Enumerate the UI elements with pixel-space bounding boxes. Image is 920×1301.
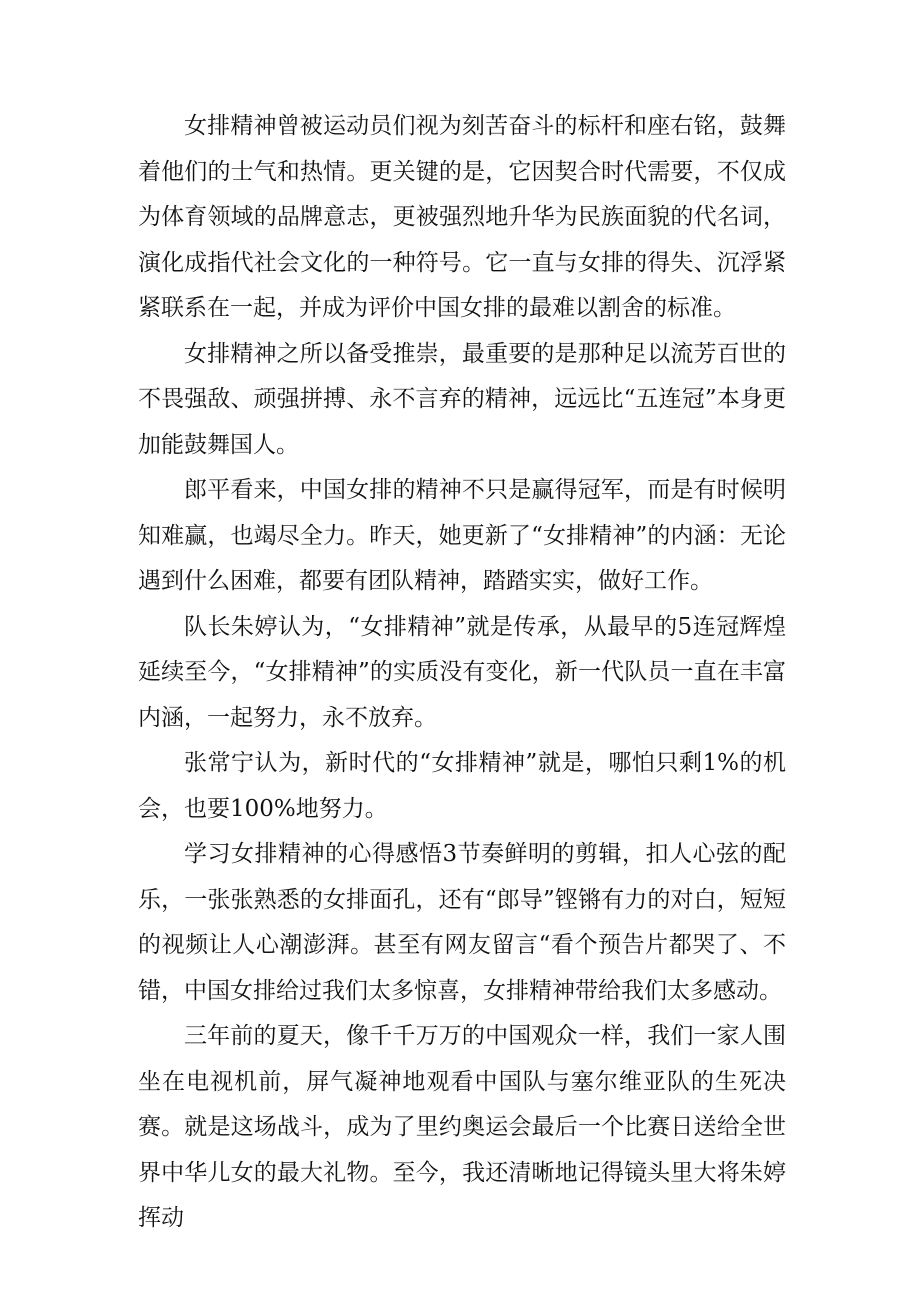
paragraph-3: 郎平看来，中国女排的精神不只是赢得冠军，而是有时候明知难赢，也竭尽全力。昨天，她更新了“女排精神”的内涵：无论遇到什么困难，都要有团队精神，踏踏实实，做好工作。 bbox=[138, 477, 786, 594]
paragraph-2: 女排精神之所以备受推崇，最重要的是那种足以流芳百世的不畏强敌、顽强拼搏、永不言弃的精神，远远比“五连冠”本身更加能鼓舞国人。 bbox=[138, 340, 786, 458]
paragraph-5: 张常宁认为，新时代的“女排精神”就是，哪怕只剩1%的机会，也要100%地努力。 bbox=[138, 750, 786, 822]
paragraph-6: 学习女排精神的心得感悟3节奏鲜明的剪辑，扣人心弦的配乐，一张张熟悉的女排面孔，还有“郎导”铿锵有力的对白，短短的视频让人心潮澎湃。甚至有网友留言“看个预告片都哭了、不错，中国女排给过我们太多惊喜，女排精神带给我们太多感动。 bbox=[138, 841, 786, 1004]
paragraph-4: 队长朱婷认为，“女排精神”就是传承，从最早的5连冠辉煌延续至今，“女排精神”的实质没有变化，新一代队员一直在丰富内涵，一起努力，永不放弃。 bbox=[138, 613, 786, 731]
article-body bbox=[138, 104, 786, 1242]
paragraph-1: 女排精神曾被运动员们视为刻苦奋斗的标杆和座右铭，鼓舞着他们的士气和热情。更关键的是，它因契合时代需要，不仅成为体育领域的品牌意志，更被强烈地升华为民族面貌的代名词，演化成指代社会文化的一种符号。它一直与女排的得失、沉浮紧紧联系在一起，并成为评价中国女排的最难以割舍的标准。 bbox=[138, 113, 786, 321]
paragraph-7: 三年前的夏天，像千千万万的中国观众一样，我们一家人围坐在电视机前，屏气凝神地观看中国队与塞尔维亚队的生死决赛。就是这场战斗，成为了里约奥运会最后一个比赛日送给全世界中华儿女的最大礼物。至今，我还清晰地记得镜头里大将朱婷挥动 bbox=[138, 1023, 786, 1231]
